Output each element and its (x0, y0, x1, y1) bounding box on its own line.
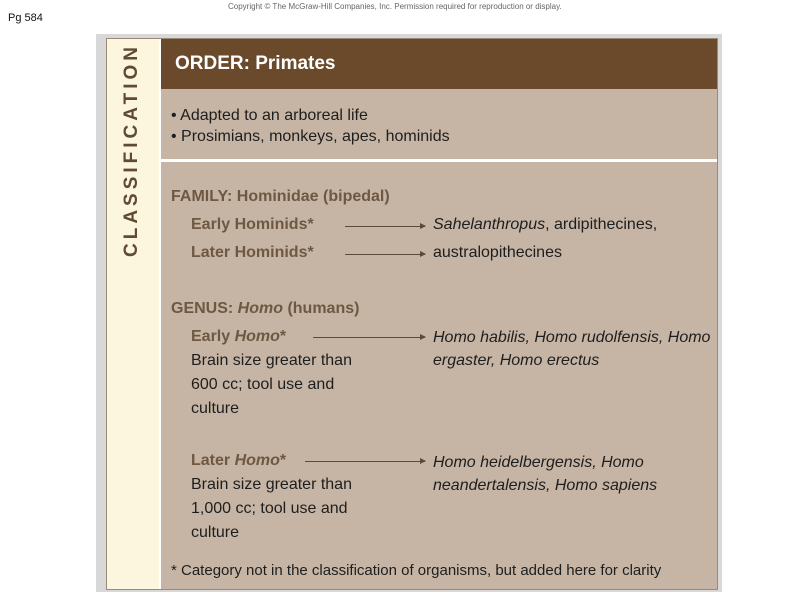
early-homo-description: Brain size greater than 600 cc; tool use and culture (191, 352, 352, 417)
early-homo-species: Homo habilis, Homo rudolfensis, Homo ergaster, Homo erectus (433, 329, 711, 369)
early-homo-label: Early Homo* (191, 328, 287, 345)
later-homo-label: Later Homo* (191, 452, 287, 469)
later-homo-description: Brain size greater than 1,000 cc; tool use and culture (191, 476, 352, 541)
arrow-icon (313, 337, 425, 338)
classification-title: CLASSIFICATION (121, 43, 142, 257)
classification-figure (106, 38, 718, 590)
later-hominids-label: Later Hominids* (191, 244, 314, 261)
footnote: * Category not in the classification of organisms, but added here for clarity (171, 562, 662, 579)
early-hominids-value: Sahelanthropus, ardipithecines, (433, 216, 658, 233)
classification-sidebar (107, 39, 161, 589)
copyright-notice: Copyright © The McGraw-Hill Companies, Inc. Permission required for reproduction or display. (228, 2, 562, 11)
order-bullets (171, 105, 450, 147)
order-label: ORDER: Primates (175, 53, 336, 74)
page-label: Pg 584 (8, 12, 43, 24)
order-header (161, 39, 717, 89)
order-bullet: • Prosimians, monkeys, apes, hominids (171, 128, 450, 145)
arrow-icon (345, 254, 425, 255)
later-homo-species: Homo heidelbergensis, Homo neandertalensis, Homo sapiens (433, 454, 658, 494)
genus-heading: GENUS: Homo (humans) (171, 300, 360, 317)
early-hominids-label: Early Hominids* (191, 216, 314, 233)
order-bullet: • Adapted to an arboreal life (171, 107, 368, 124)
family-heading: FAMILY: Hominidae (bipedal) (171, 188, 390, 205)
arrow-icon (345, 226, 425, 227)
arrow-icon (305, 461, 425, 462)
section-divider (161, 159, 717, 162)
later-hominids-value: australopithecines (433, 244, 562, 261)
